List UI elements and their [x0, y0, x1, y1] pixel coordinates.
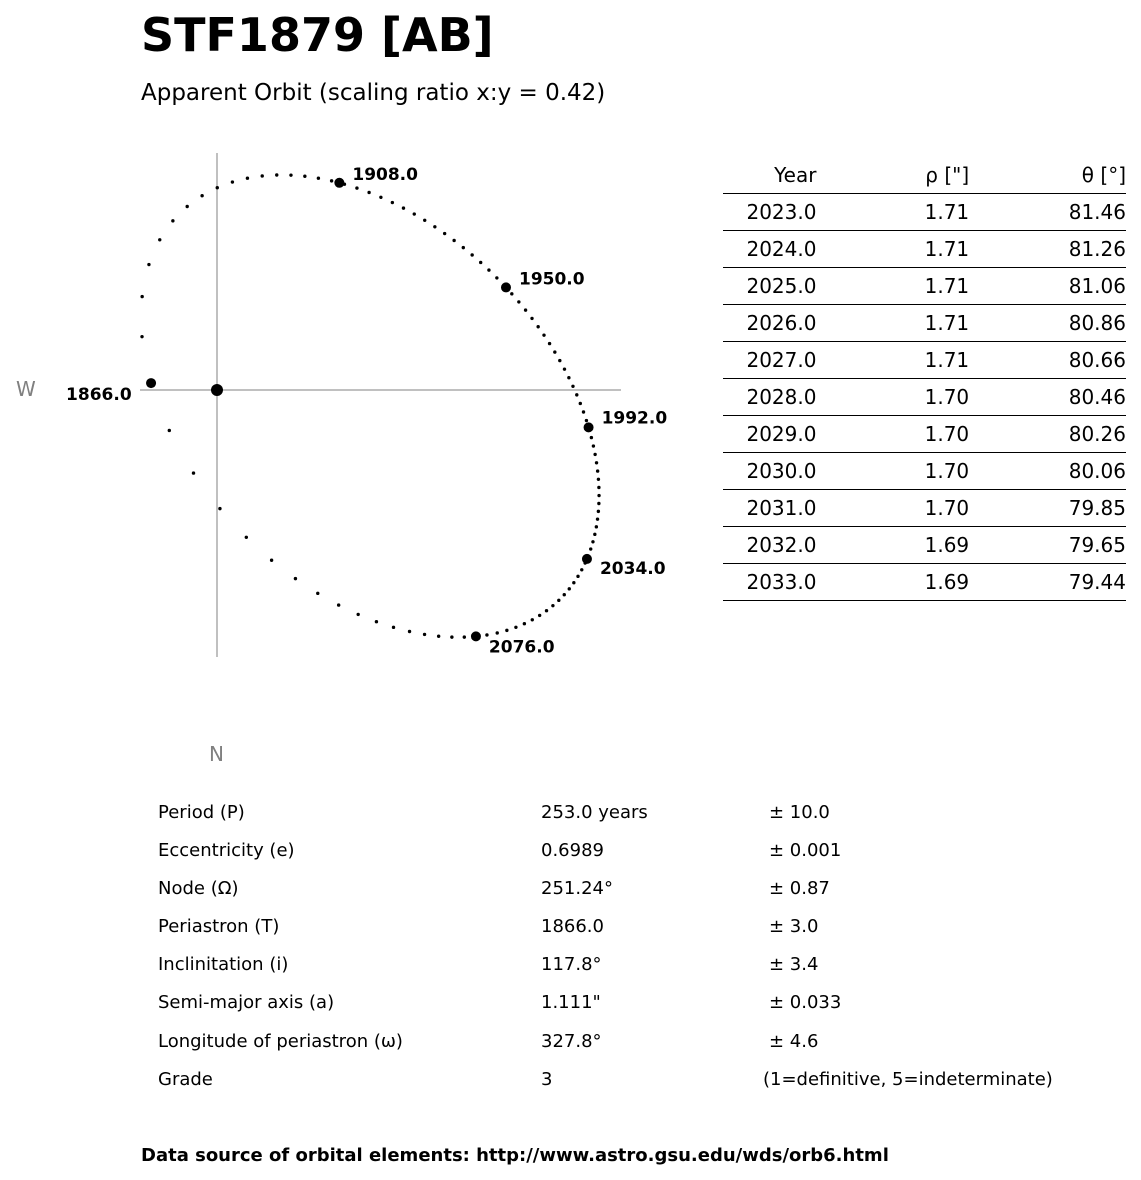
cell-year: 2028.0: [746, 385, 817, 409]
orbit-dot: [548, 342, 551, 345]
element-value: 1.111": [541, 992, 601, 1014]
orbit-dot: [568, 587, 571, 590]
element-value: 251.24°: [541, 878, 613, 900]
orbit-dot: [597, 510, 600, 513]
orbit-dot: [316, 592, 319, 595]
cell-rho: 1.70: [924, 459, 970, 483]
orbit-dot: [402, 206, 405, 209]
element-error: ± 0.033: [769, 992, 842, 1014]
element-error: ± 3.4: [769, 954, 819, 976]
orbit-dot: [437, 635, 440, 638]
orbit-dot: [591, 540, 594, 543]
orbit-dot: [517, 300, 520, 303]
element-value: 3: [541, 1068, 553, 1090]
orbit-dot: [245, 536, 248, 539]
orbit-plot: [0, 0, 700, 780]
element-value: 1866.0: [541, 916, 604, 938]
orbit-dot: [572, 581, 575, 584]
orbit-dot: [542, 333, 545, 336]
orbit-dot: [579, 402, 582, 405]
element-error: ± 0.001: [769, 840, 842, 862]
orbit-dot: [470, 253, 473, 256]
orbit-dot: [337, 603, 340, 606]
orbit-dot: [510, 292, 513, 295]
orbit-dot: [595, 461, 598, 464]
cell-year: 2033.0: [746, 570, 817, 594]
orbit-dot: [495, 276, 498, 279]
cell-rho: 1.71: [924, 274, 970, 298]
header-year: Year: [774, 163, 817, 187]
table-row: [723, 342, 1126, 379]
orbit-dot: [523, 622, 526, 625]
cell-theta: 79.85: [1068, 496, 1126, 520]
orbit-dot: [185, 205, 188, 208]
epoch-marker: [334, 178, 344, 188]
table-row: [723, 231, 1126, 268]
element-name: Period (P): [158, 802, 245, 823]
orbit-dot: [538, 614, 541, 617]
orbit-dot: [479, 261, 482, 264]
element-error: ± 0.87: [769, 878, 830, 900]
orbit-dot: [505, 629, 508, 632]
table-row: [723, 379, 1126, 416]
orbit-dot: [379, 196, 382, 199]
orbit-dot: [462, 246, 465, 249]
orbit-dot: [597, 478, 600, 481]
orbit-dot: [582, 410, 585, 413]
orbit-dot: [496, 631, 499, 634]
cell-year: 2027.0: [746, 348, 817, 372]
orbit-dot: [317, 177, 320, 180]
epoch-label: 2034.0: [599, 558, 666, 579]
orbit-dot: [433, 225, 436, 228]
cell-theta: 81.46: [1068, 200, 1126, 224]
orbit-dot: [275, 173, 278, 176]
element-error: ± 10.0: [769, 802, 830, 823]
cell-year: 2030.0: [746, 459, 817, 483]
element-error: ± 3.0: [769, 916, 819, 938]
element-value: 0.6989: [541, 840, 604, 862]
orbit-dot: [231, 180, 234, 183]
orbit-dot: [563, 593, 566, 596]
chart-subtitle: Apparent Orbit (scaling ratio x:y = 0.42): [141, 80, 606, 106]
element-name: Longitude of periastron (ω): [158, 1030, 403, 1052]
epoch-label: 2076.0: [488, 637, 555, 658]
orbit-dot: [200, 194, 203, 197]
orbit-dot: [261, 174, 264, 177]
cell-rho: 1.71: [924, 348, 970, 372]
orbit-dot: [597, 502, 600, 505]
epoch-marker: [501, 282, 511, 292]
header-rho: ρ ["]: [925, 163, 970, 187]
epoch-marker: [582, 554, 592, 564]
cell-year: 2031.0: [746, 496, 817, 520]
data-source-footer: Data source of orbital elements: http://www.astro.gsu.edu/wds/orb6.html: [141, 1145, 889, 1166]
element-value: 327.8°: [541, 1030, 602, 1052]
primary-star-marker: [211, 384, 223, 396]
orbit-dot: [218, 507, 221, 510]
orbit-dot: [367, 191, 370, 194]
orbit-dot: [551, 604, 554, 607]
cell-year: 2032.0: [746, 533, 817, 557]
orbit-dot: [563, 367, 566, 370]
cell-theta: 79.65: [1068, 533, 1126, 557]
cell-year: 2026.0: [746, 311, 817, 335]
orbit-dot: [463, 635, 466, 638]
element-name: Eccentricity (e): [158, 840, 295, 862]
cell-rho: 1.69: [924, 570, 970, 594]
orbit-dot: [597, 494, 600, 497]
cell-theta: 81.26: [1068, 237, 1126, 261]
cell-rho: 1.70: [924, 422, 970, 446]
chart-title: STF1879 [AB]: [141, 8, 494, 62]
orbit-dot: [487, 268, 490, 271]
orbit-dot: [391, 201, 394, 204]
element-value: 253.0 years: [541, 802, 648, 823]
table-row: [723, 564, 1126, 601]
orbit-dot: [303, 175, 306, 178]
cell-theta: 80.66: [1068, 348, 1126, 372]
element-name: Inclinitation (i): [158, 954, 289, 976]
element-name: Semi-major axis (a): [158, 992, 335, 1014]
table-row: [723, 490, 1126, 527]
orbit-dot: [330, 179, 333, 182]
orbit-dot: [216, 186, 219, 189]
orbit-dot: [590, 436, 593, 439]
element-name: Grade: [158, 1068, 213, 1090]
orbit-dot: [557, 599, 560, 602]
orbit-dot: [375, 620, 378, 623]
table-row: [723, 453, 1126, 490]
cell-rho: 1.71: [924, 200, 970, 224]
element-value: 117.8°: [541, 954, 602, 976]
epoch-marker: [146, 378, 156, 388]
orbit-dot: [355, 186, 358, 189]
cell-year: 2023.0: [746, 200, 817, 224]
orbit-dot: [423, 633, 426, 636]
orbit-dot: [294, 577, 297, 580]
orbit-dot: [423, 219, 426, 222]
epoch-label: 1950.0: [518, 269, 585, 290]
west-label: W: [16, 377, 36, 401]
orbit-dot: [567, 376, 570, 379]
orbit-dot: [545, 609, 548, 612]
ephemeris-table: [723, 157, 1126, 601]
cell-theta: 81.06: [1068, 274, 1126, 298]
table-row: [723, 194, 1126, 231]
orbit-dot: [289, 173, 292, 176]
table-header-row: [723, 157, 1126, 194]
orbit-dot: [246, 177, 249, 180]
orbit-dot: [168, 429, 171, 432]
orbit-dot: [452, 239, 455, 242]
orbit-dot: [597, 486, 600, 489]
orbit-dot: [443, 232, 446, 235]
orbit-dot: [596, 469, 599, 472]
orbit-dot: [593, 533, 596, 536]
cell-rho: 1.71: [924, 311, 970, 335]
element-error: (1=definitive, 5=indeterminate): [763, 1068, 1053, 1090]
orbit-dot: [580, 568, 583, 571]
cell-theta: 80.86: [1068, 311, 1126, 335]
table-row: [723, 305, 1126, 342]
orbit-dot: [413, 212, 416, 215]
orbit-dot: [450, 635, 453, 638]
orbit-dot: [585, 419, 588, 422]
table-row: [723, 268, 1126, 305]
orbit-dot: [392, 626, 395, 629]
epoch-marker: [471, 631, 481, 641]
cell-theta: 80.46: [1068, 385, 1126, 409]
cell-theta: 80.06: [1068, 459, 1126, 483]
cell-rho: 1.69: [924, 533, 970, 557]
cell-rho: 1.70: [924, 496, 970, 520]
epoch-label: 1992.0: [601, 408, 668, 429]
orbit-dot: [595, 525, 598, 528]
orbit-dot: [524, 308, 527, 311]
orbit-dot: [593, 453, 596, 456]
element-error: ± 4.6: [769, 1030, 819, 1052]
epoch-label: 1908.0: [352, 164, 418, 185]
element-name: Node (Ω): [158, 878, 239, 900]
orbit-dot: [576, 575, 579, 578]
orbit-dot: [514, 626, 517, 629]
cell-theta: 80.26: [1068, 422, 1126, 446]
orbit-dot: [140, 335, 143, 338]
epoch-label: 1866.0: [66, 385, 132, 406]
cell-year: 2029.0: [746, 422, 817, 446]
orbit-dot: [147, 263, 150, 266]
cell-rho: 1.71: [924, 237, 970, 261]
table-row: [723, 416, 1126, 453]
orbit-dot: [589, 547, 592, 550]
cell-theta: 79.44: [1068, 570, 1126, 594]
orbit-dot: [531, 618, 534, 621]
orbit-dot: [140, 295, 143, 298]
orbit-dot: [356, 613, 359, 616]
cell-year: 2024.0: [746, 237, 817, 261]
orbit-dot: [408, 630, 411, 633]
orbit-dot: [485, 633, 488, 636]
orbit-dot: [553, 350, 556, 353]
element-name: Periastron (T): [158, 916, 280, 938]
orbit-dot: [571, 385, 574, 388]
cell-rho: 1.70: [924, 385, 970, 409]
orbit-dot: [158, 238, 161, 241]
orbit-dot: [536, 325, 539, 328]
orbit-dot: [192, 471, 195, 474]
orbit-dot: [270, 559, 273, 562]
orbit-dot: [558, 359, 561, 362]
table-row: [723, 527, 1126, 564]
orbit-dot: [530, 317, 533, 320]
north-label: N: [209, 742, 224, 766]
header-theta: θ [°]: [1081, 163, 1126, 187]
orbit-dot: [171, 219, 174, 222]
orbit-dot: [596, 517, 599, 520]
orbit-dot: [575, 393, 578, 396]
orbit-dot: [592, 444, 595, 447]
epoch-marker: [584, 422, 594, 432]
cell-year: 2025.0: [746, 274, 817, 298]
